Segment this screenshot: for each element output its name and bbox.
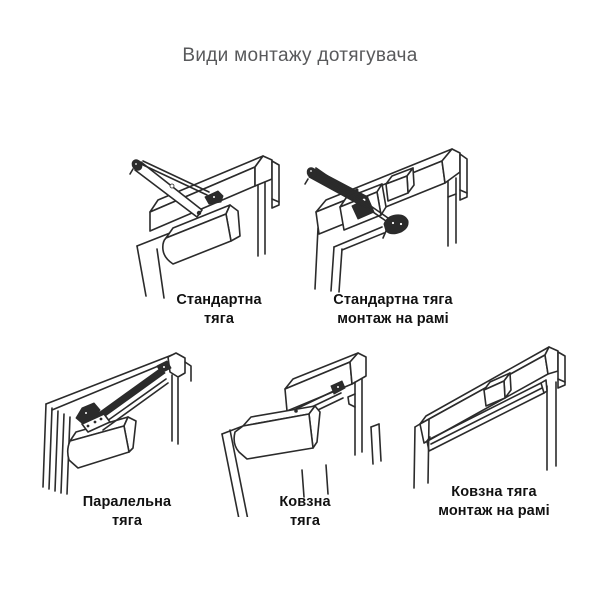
caption-line: Паралельна [82,494,172,510]
standard-arm-frame-drawing [300,148,495,298]
caption-line: Стандартна [176,292,262,308]
page-title: Види монтажу дотягувача [182,45,418,66]
closer-body [234,406,320,459]
diagram-caption [119,291,319,329]
diagram-caption [27,493,227,531]
diagram-caption [205,493,405,531]
caption-line: тяга [203,311,235,327]
caption-line: монтаж на рамі [337,311,449,327]
door [315,227,384,292]
standard-arm-drawing [110,145,295,300]
diagram-caption [293,291,493,329]
caption-line: тяга [289,513,321,529]
caption-line: монтаж на рамі [438,503,550,519]
caption-line: Ковзна [279,494,331,510]
parallel-arm-drawing [32,345,202,497]
caption-line: тяга [111,513,143,529]
caption-line: Стандартна тяга [333,292,453,308]
diagram-caption [394,483,594,521]
caption-line: Ковзна тяга [451,484,537,500]
door-frame [420,347,565,470]
